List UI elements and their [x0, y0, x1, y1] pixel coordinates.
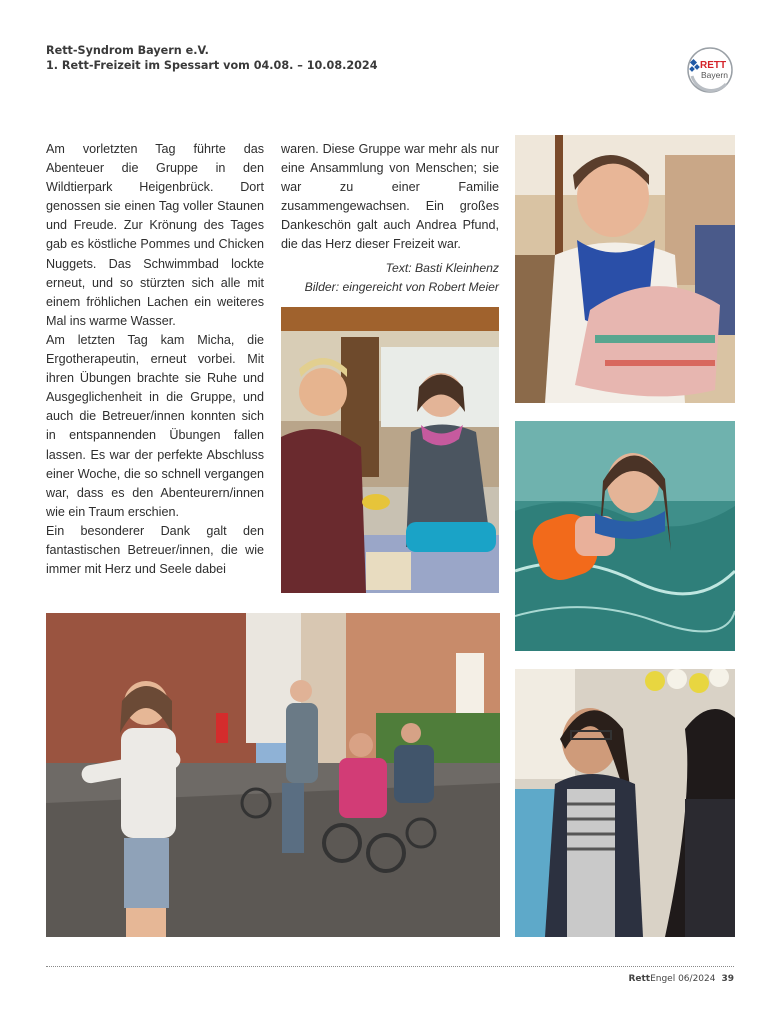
paragraph-dank: Ein besonderer Dank galt den fantastischen Betreuer/innen, die wie immer mit Herz und Seele dabei	[46, 523, 264, 577]
photo-party-girl	[515, 669, 735, 937]
paragraph-wildtierpark: Am vorletzten Tag führte das Abenteuer die Gruppe in den Wildtierpark Heigenbrück. Dort genossen sie einen Tag voller Staunen und Freude. Zur Krönung des Tages gab es köstliche Pommes und Chicken Nuggets. Das Schwimmbad lockte erneut, und so stürzten sich alle mit einem fröhlichen Lachen ein weiteres Mal ins warme Wasser.	[46, 142, 264, 328]
article-column-2	[281, 140, 499, 255]
photo-street-group	[46, 613, 500, 937]
paragraph-ergotherapie: Am letzten Tag kam Micha, die Ergotherapeutin, erneut vorbei. Mit ihren Übungen brachte sie Ruhe und Ausgeglichenheit in die Gruppe, und auch die Betreuer/innen konnten sich in entspannenden Übungen fallen lassen. Es war der perfekte Abschluss einer Woche, die so schnell vergangen war, dass es den Abenteurern/innen wie ein Traum erschien.	[46, 332, 264, 519]
credit-text: Text: Basti Kleinhenz	[385, 261, 499, 275]
footer-divider	[46, 966, 734, 967]
credit-images: Bilder: eingereicht von Robert Meier	[304, 280, 499, 294]
photo-painting-activity	[281, 307, 499, 593]
page-header	[46, 43, 378, 73]
logo-line1: RETT	[700, 60, 727, 71]
rett-bayern-logo	[686, 46, 734, 94]
header-event: 1. Rett-Freizeit im Spessart vom 04.08. – 10.08.2024	[46, 59, 378, 72]
article-column-1	[46, 140, 264, 579]
footer-brand-bold: Rett	[628, 974, 651, 984]
logo-line2: Bayern	[701, 70, 728, 80]
photo-portrait-bib	[515, 135, 735, 403]
footer-brand-rest: Engel 06/2024	[650, 974, 716, 984]
header-org: Rett-Syndrom Bayern e.V.	[46, 44, 209, 57]
paragraph-gruppe: waren. Diese Gruppe war mehr als nur eine Ansammlung von Menschen; sie war zu einer Familie zusammengewachsen. Ein großes Dankeschön galt auch Andrea Pfund, die das Herz dieser Freizeit war.	[281, 142, 499, 252]
photo-swimming-pool	[515, 421, 735, 651]
page-number: 39	[721, 974, 734, 984]
page-footer	[628, 974, 734, 984]
credits	[281, 259, 499, 297]
